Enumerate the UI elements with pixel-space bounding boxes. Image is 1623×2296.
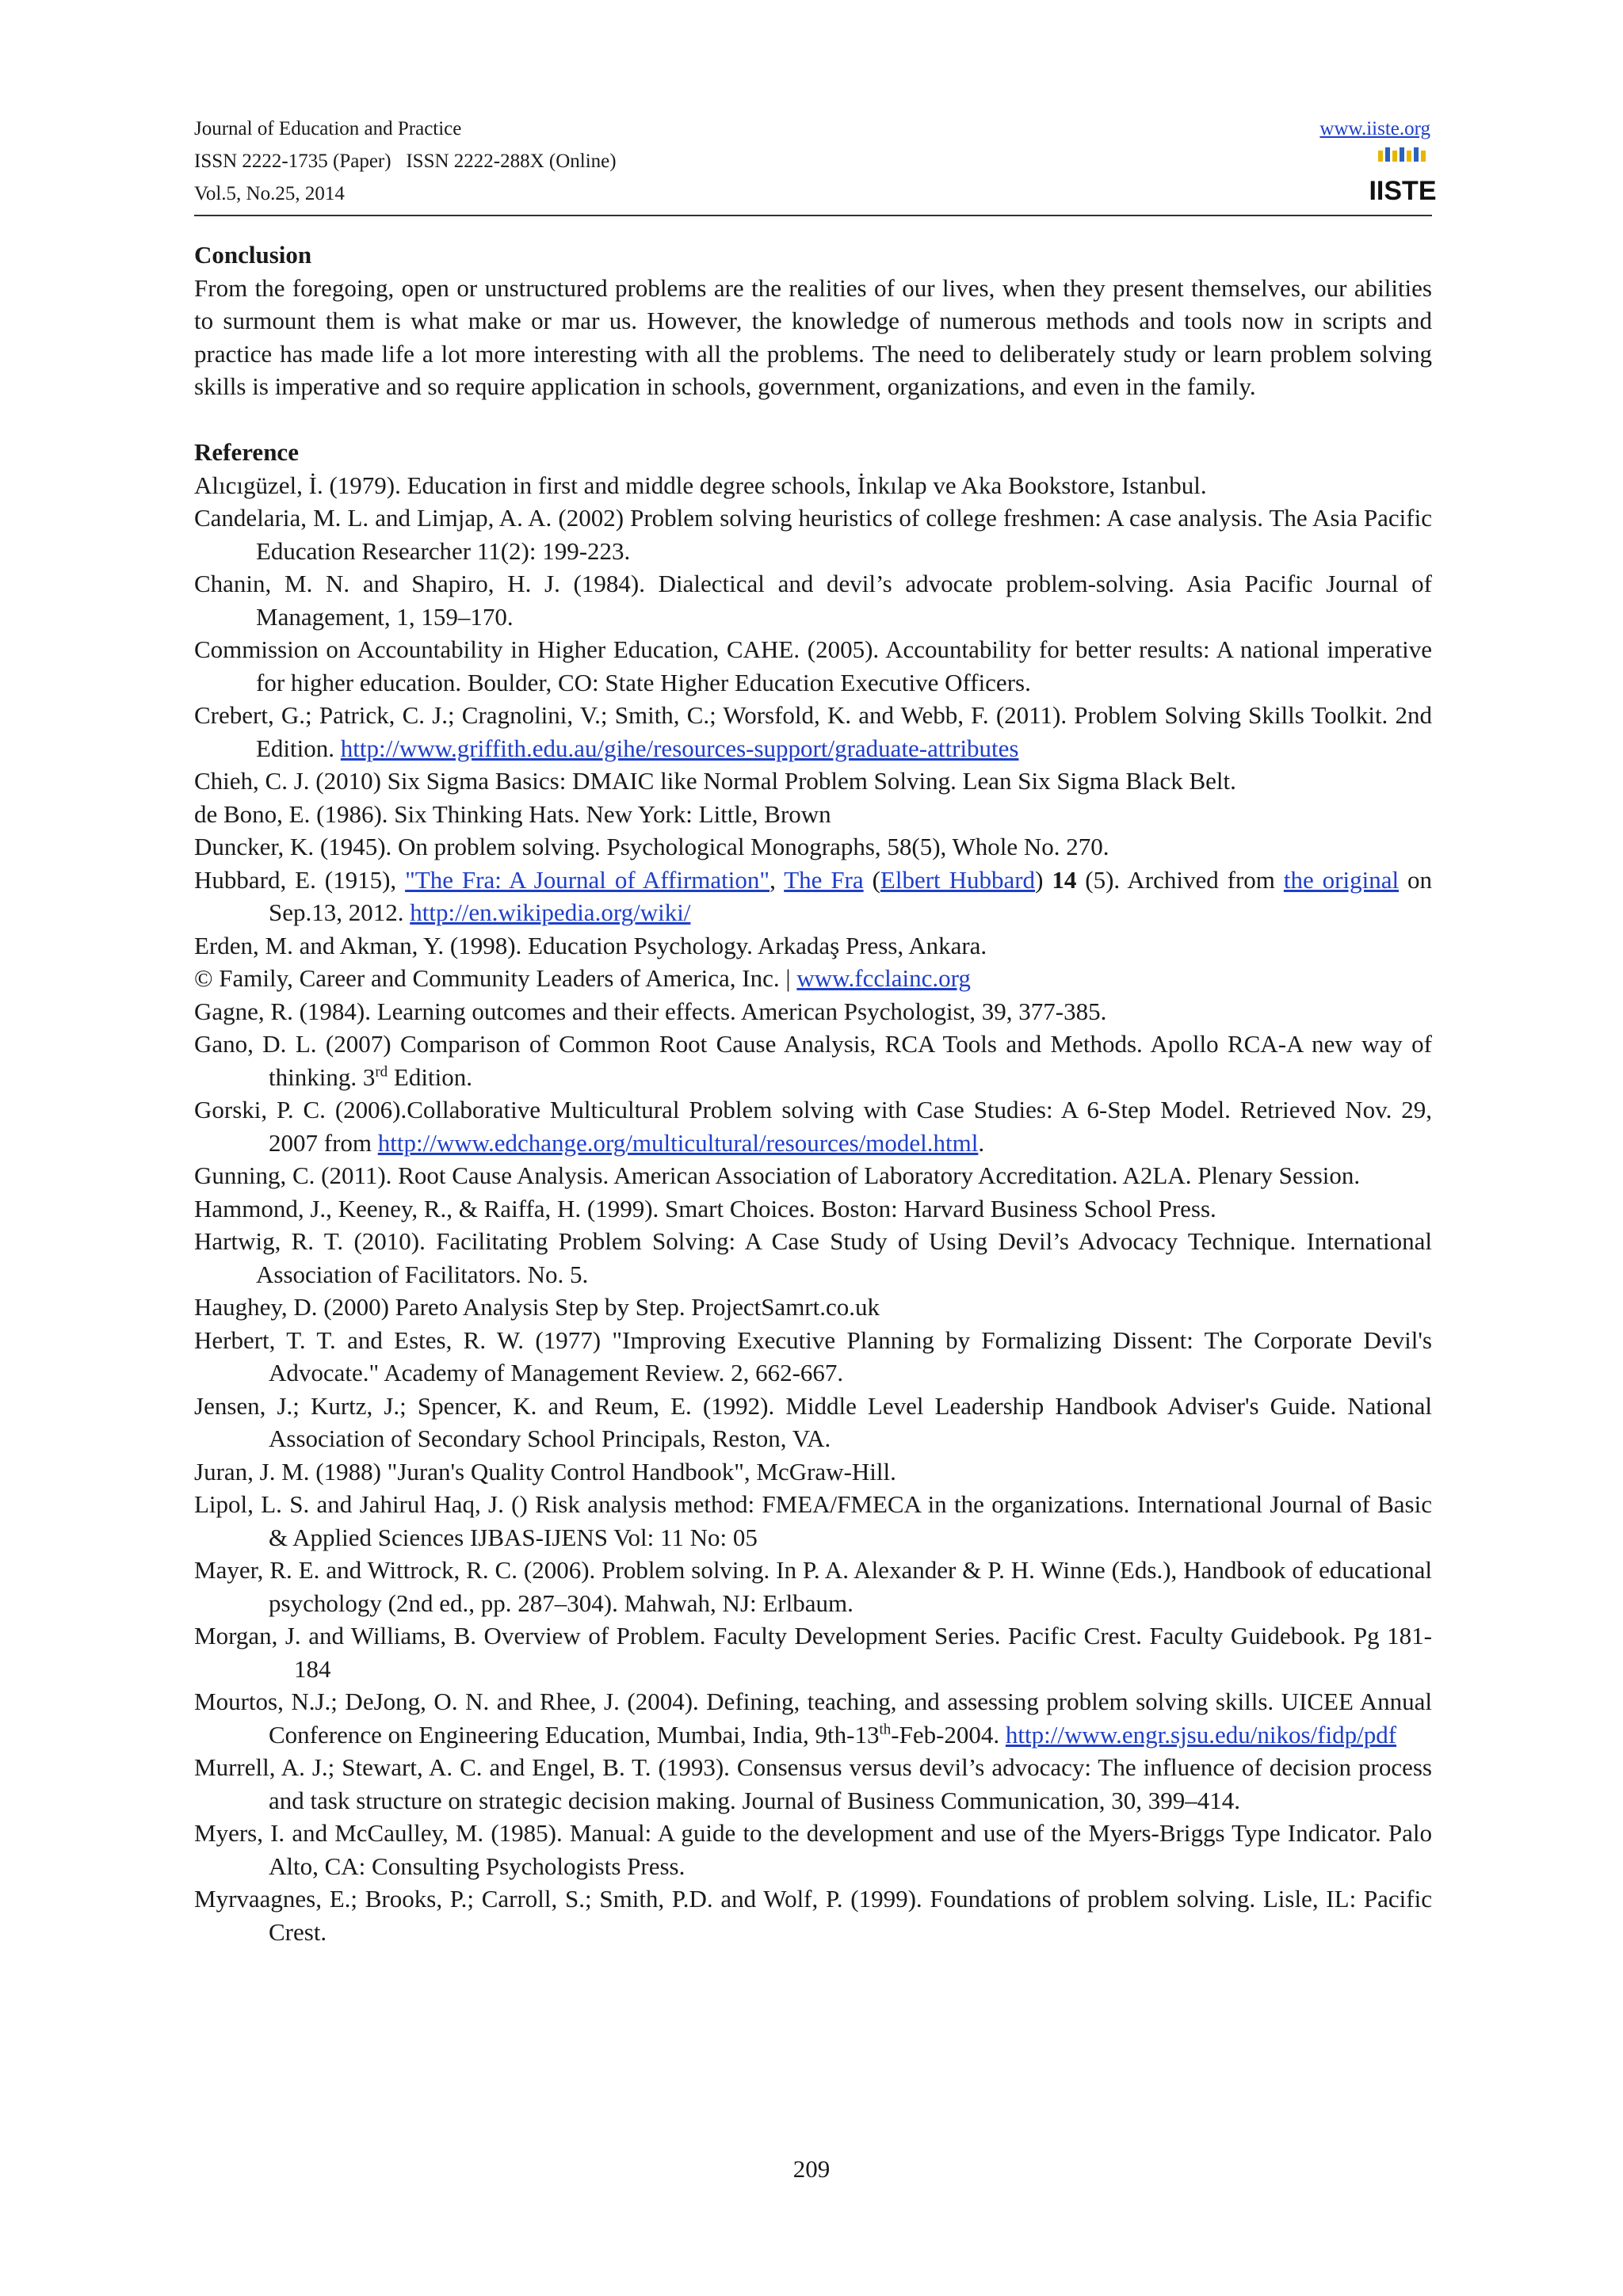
reference-item: Gagne, R. (1984). Learning outcomes and their effects. American Psychologist, 39, 377-385. [194, 997, 1107, 1025]
reference-link[interactable]: www.fcclainc.org [796, 964, 971, 992]
reference-link[interactable]: http://www.engr.sjsu.edu/nikos/fidp/pdf [1005, 1720, 1397, 1749]
reference-item [194, 962, 1432, 995]
page-header [194, 113, 1437, 210]
reference-link[interactable]: http://en.wikipedia.org/wiki/ [410, 898, 691, 926]
reference-item: Juran, J. M. (1988) "Juran's Quality Control Handbook", McGraw-Hill. [194, 1457, 896, 1486]
reference-item: Chieh, C. J. (2010) Six Sigma Basics: DMAIC like Normal Problem Solving. Lean Six Sigma Black Belt. [194, 767, 1236, 795]
reference-item: de Bono, E. (1986). Six Thinking Hats. New York: Little, Brown [194, 799, 831, 828]
journal-name: Journal of Education and Practice [194, 118, 462, 139]
reference-item [194, 864, 1432, 929]
reference-item: Haughey, D. (2000) Pareto Analysis Step by Step. ProjectSamrt.co.uk [194, 1293, 880, 1321]
reference-text: © Family, Career and Community Leaders of America, Inc. | [194, 964, 797, 992]
conclusion-heading: Conclusion [194, 241, 312, 269]
conclusion-paragraph: From the foregoing, open or unstructured problems are the realities of our lives, when they present themselves, our abilities to surmount them is what make or mar us. However, the knowledge of numerous methods and tools now in scripts and practice has made life a lot more interesting with all the problems. The need to deliberately study or learn problem solving skills is imperative and so require application in schools, government, organizations, and even in the family. [194, 273, 1432, 400]
reference-item [194, 1093, 1432, 1159]
reference-text: . [978, 1128, 985, 1157]
main-content [194, 238, 1432, 1948]
reference-text: Edition. [388, 1062, 472, 1091]
reference-item: Hartwig, R. T. (2010). Facilitating Problem Solving: A Case Study of Using Devil’s Advocacy Technique. International Association of Facilitators. No. 5. [194, 1227, 1432, 1288]
reference-link[interactable]: the original [1283, 865, 1400, 894]
reference-item: Murrell, A. J.; Stewart, A. C. and Engel, B. T. (1993). Consensus versus devil’s advocacy: The influence of decision process and task structure on strategic decision making. Journal of Business Communication, 30, 399–414. [194, 1753, 1432, 1814]
reference-item: Jensen, J.; Kurtz, J.; Spencer, K. and Reum, E. (1992). Middle Level Leadership Handbook Adviser's Guide. National Association of Secondary School Principals, Reston, VA. [194, 1391, 1432, 1452]
reference-item [194, 1685, 1432, 1751]
reference-text: , [769, 865, 785, 894]
reference-text: Mourtos, N.J.; DeJong, O. N. and Rhee, J. (2004). Defining, teaching, and assessing problem solving skills. UICEE Annual Conference on Engineering Education, Mumbai, India, 9th-13 [194, 1688, 1432, 1749]
reference-text: Crebert, G.; Patrick, C. J.; Cragnolini, V.; Smith, C.; Worsfold, K. and Webb, F. (2011). Problem Solving Skills Toolkit. 2nd Edition. [194, 701, 1432, 762]
reference-heading: Reference [194, 438, 299, 466]
reference-link[interactable]: http://www.griffith.edu.au/gihe/resources-support/graduate-attributes [340, 734, 1019, 762]
reference-link[interactable]: The Fra [784, 865, 864, 894]
reference-text: Hubbard, E. (1915), [194, 865, 406, 894]
reference-link[interactable]: "The Fra: A Journal of Affirmation" [405, 865, 770, 894]
reference-text: Gano, D. L. (2007) Comparison of Common Root Cause Analysis, RCA Tools and Methods. Apollo RCA-A new way of thinking. 3 [194, 1030, 1432, 1091]
reference-item [194, 699, 1432, 765]
reference-item: Myers, I. and McCaulley, M. (1985). Manual: A guide to the development and use of the Myers-Briggs Type Indicator. Palo Alto, CA: Consulting Psychologists Press. [194, 1819, 1432, 1880]
reference-text: -Feb-2004. [891, 1720, 1006, 1749]
logo-text: IISTE [1369, 176, 1437, 206]
volume-line: Vol.5, No.25, 2014 [194, 183, 345, 204]
reference-item: Lipol, L. S. and Jahirul Haq, J. () Risk analysis method: FMEA/FMECA in the organizations. International Journal of Basic & Applied Sciences IJBAS-IJENS Vol: 11 No: 05 [194, 1490, 1432, 1551]
reference-item: Alıcıgüzel, İ. (1979). Education in first and middle degree schools, İnkılap ve Aka Bookstore, Istanbul. [194, 471, 1207, 499]
reference-item: Duncker, K. (1945). On problem solving. Psychological Monographs, 58(5), Whole No. 270. [194, 833, 1109, 860]
ordinal-suffix: rd [375, 1063, 388, 1081]
reference-text: Gorski, P. C. (2006).Collaborative Multicultural Problem solving with Case Studies: A 6-Step Model. Retrieved Nov. 29, 2007 from [194, 1096, 1432, 1157]
reference-text: (5). Archived from [1076, 865, 1284, 894]
reference-item: Morgan, J. and Williams, B. Overview of Problem. Faculty Development Series. Pacific Crest. Faculty Guidebook. Pg 181-184 [194, 1622, 1432, 1683]
volume-number: 14 [1052, 865, 1077, 894]
reference-text: ) [1035, 865, 1052, 894]
reference-item: Candelaria, M. L. and Limjap, A. A. (2002) Problem solving heuristics of college freshmen: A case analysis. The Asia Pacific Education Researcher 11(2): 199-223. [194, 504, 1432, 565]
journal-website-link[interactable]: www.iiste.org [1319, 118, 1430, 139]
reference-item: Mayer, R. E. and Wittrock, R. C. (2006). Problem solving. In P. A. Alexander & P. H. Winne (Eds.), Handbook of educational psychology (2nd ed., pp. 287–304). Mahwah, NJ: Erlbaum. [194, 1556, 1432, 1617]
header-rule [194, 215, 1432, 216]
reference-item: Myrvaagnes, E.; Brooks, P.; Carroll, S.; Smith, P.D. and Wolf, P. (1999). Foundations of problem solving. Lisle, IL: Pacific Crest. [194, 1885, 1432, 1946]
reference-item: Hammond, J., Keeney, R., & Raiffa, H. (1999). Smart Choices. Boston: Harvard Business School Press. [194, 1194, 1216, 1222]
page-number: 209 [792, 2155, 831, 2183]
reference-item: Chanin, M. N. and Shapiro, H. J. (1984). Dialectical and devil’s advocate problem-solving. Asia Pacific Journal of Management, 1, 159–170. [194, 570, 1432, 631]
reference-link[interactable]: Elbert Hubbard [880, 865, 1036, 894]
reference-item: Commission on Accountability in Higher Education, CAHE. (2005). Accountability for better results: A national imperative for higher education. Boulder, CO: State Higher Education Executive Officers. [194, 635, 1432, 696]
reference-text: on Sep.13, 2012. [269, 865, 1433, 926]
ordinal-suffix: th [879, 1721, 892, 1738]
reference-text: ( [863, 865, 880, 894]
reference-item [194, 1028, 1432, 1093]
reference-item: Herbert, T. T. and Estes, R. W. (1977) "Improving Executive Planning by Formalizing Dissent: The Corporate Devil's Advocate." Academy of Management Review. 2, 662-667. [194, 1325, 1432, 1386]
reference-item: Erden, M. and Akman, Y. (1998). Education Psychology. Arkadaş Press, Ankara. [194, 931, 987, 959]
reference-link[interactable]: http://www.edchange.org/multicultural/resources/model.html [377, 1128, 979, 1157]
iiste-logo [1369, 147, 1437, 206]
issn-line: ISSN 2222-1735 (Paper) ISSN 2222-288X (Online) [194, 151, 617, 172]
reference-item: Gunning, C. (2011). Root Cause Analysis. American Association of Laboratory Accreditation. A2LA. Plenary Session. [194, 1161, 1361, 1189]
